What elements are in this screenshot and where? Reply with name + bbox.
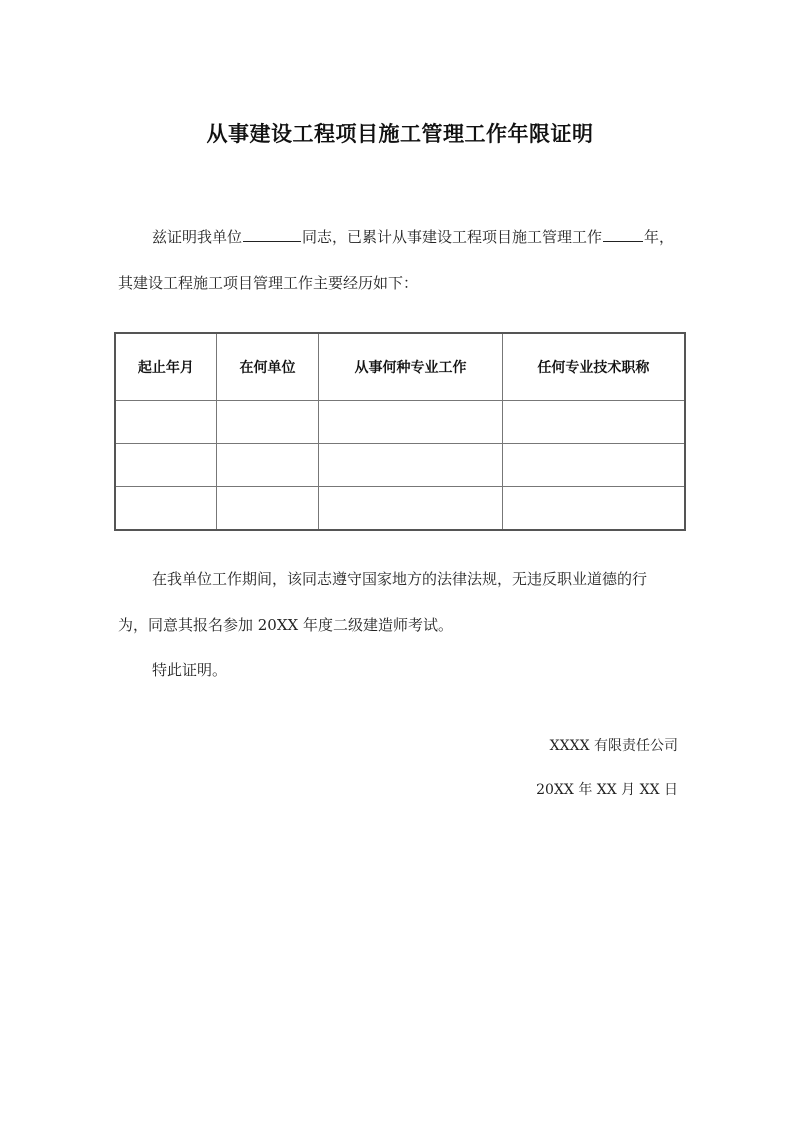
- header-specialty: 从事何种专业工作: [319, 333, 503, 401]
- table-cell: [502, 401, 685, 444]
- table-cell: [319, 401, 503, 444]
- body-line-1: 在我单位工作期间，该同志遵守国家地方的法律法规，无违反职业道德的行: [152, 570, 648, 588]
- table-row: [115, 444, 685, 487]
- intro-line-1: [152, 226, 674, 247]
- company-name: XXXX 有限责任公司: [549, 738, 678, 754]
- table-row: [115, 487, 685, 531]
- table-cell: [216, 401, 318, 444]
- table-cell: [502, 487, 685, 531]
- intro-text-1: 兹证明我单位: [152, 228, 243, 246]
- issue-date: 20XX 年 XX 月 XX 日: [536, 782, 678, 798]
- table-cell: [216, 444, 318, 487]
- table-cell: [502, 444, 685, 487]
- header-employer: 在何单位: [216, 333, 318, 401]
- years-blank: [603, 226, 643, 242]
- table-header-row: [115, 333, 685, 401]
- intro-text-2: 同志，已累计从事建设工程项目施工管理工作: [302, 228, 603, 246]
- table-cell: [115, 487, 216, 531]
- work-history-table: [114, 332, 686, 531]
- table-cell: [319, 444, 503, 487]
- header-period: 起止年月: [115, 333, 216, 401]
- table-cell: [115, 444, 216, 487]
- intro-text-3: 年，: [644, 228, 675, 246]
- table-cell: [216, 487, 318, 531]
- table-row: [115, 401, 685, 444]
- header-title: 任何专业技术职称: [502, 333, 685, 401]
- body-line-3: 特此证明。: [152, 661, 228, 679]
- body-line-2: 为，同意其报名参加 20XX 年度二级建造师考试。: [118, 616, 453, 634]
- intro-line-2: 其建设工程施工项目管理工作主要经历如下：: [118, 274, 419, 292]
- table-cell: [319, 487, 503, 531]
- table-cell: [115, 401, 216, 444]
- name-blank: [243, 226, 301, 242]
- document-title: 从事建设工程项目施工管理工作年限证明: [206, 122, 594, 146]
